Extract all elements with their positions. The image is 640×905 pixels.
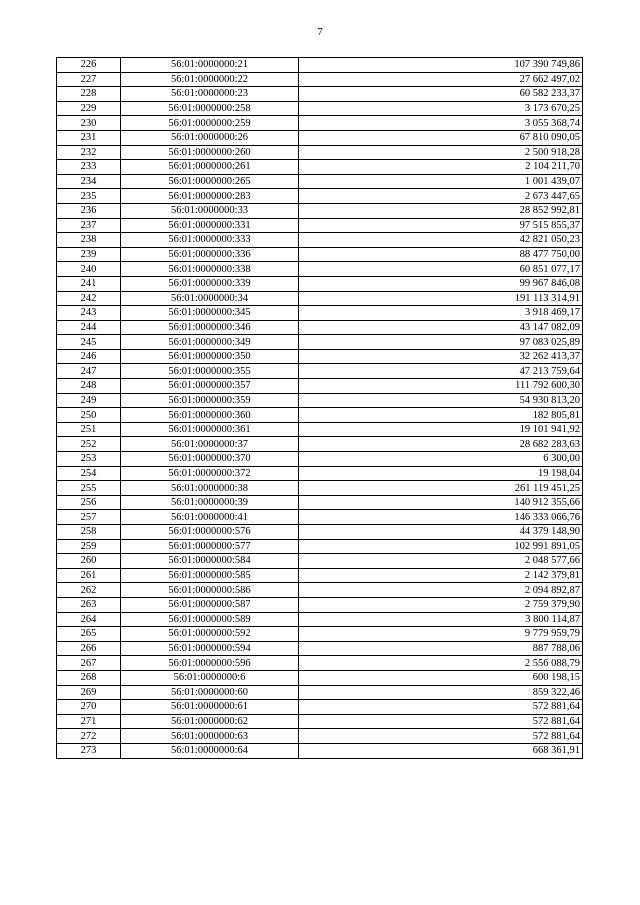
row-number-cell: 242	[57, 291, 121, 306]
table-row	[57, 481, 583, 496]
cadastral-value-cell: 572 881,64	[299, 700, 583, 715]
cadastral-value-cell: 47 213 759,64	[299, 364, 583, 379]
cadastral-value-cell: 19 101 941,92	[299, 422, 583, 437]
table-row	[57, 218, 583, 233]
cadastral-value-cell: 191 113 314,91	[299, 291, 583, 306]
cadastral-value-cell: 97 515 855,37	[299, 218, 583, 233]
row-number-cell: 264	[57, 612, 121, 627]
row-number-cell: 241	[57, 276, 121, 291]
cadastral-value-cell: 27 662 497,02	[299, 72, 583, 87]
row-number-cell: 253	[57, 452, 121, 467]
cadastral-value-cell: 42 821 050,23	[299, 233, 583, 248]
cadastral-number-cell: 56:01:0000000:63	[121, 729, 299, 744]
row-number-cell: 251	[57, 422, 121, 437]
row-number-cell: 255	[57, 481, 121, 496]
row-number-cell: 247	[57, 364, 121, 379]
cadastral-number-cell: 56:01:0000000:587	[121, 597, 299, 612]
row-number-cell: 267	[57, 656, 121, 671]
row-number-cell: 254	[57, 466, 121, 481]
cadastral-number-cell: 56:01:0000000:345	[121, 306, 299, 321]
row-number-cell: 262	[57, 583, 121, 598]
table-row	[57, 116, 583, 131]
cadastral-number-cell: 56:01:0000000:584	[121, 554, 299, 569]
cadastral-number-cell: 56:01:0000000:359	[121, 393, 299, 408]
table-row	[57, 670, 583, 685]
table-row	[57, 525, 583, 540]
row-number-cell: 273	[57, 743, 121, 758]
cadastral-value-cell: 2 673 447,65	[299, 189, 583, 204]
table-row	[57, 58, 583, 73]
table-row	[57, 568, 583, 583]
table-row	[57, 539, 583, 554]
cadastral-number-cell: 56:01:0000000:576	[121, 525, 299, 540]
row-number-cell: 256	[57, 495, 121, 510]
cadastral-value-cell: 3 173 670,25	[299, 101, 583, 116]
cadastral-value-cell: 3 800 114,87	[299, 612, 583, 627]
row-number-cell: 226	[57, 58, 121, 73]
cadastral-number-cell: 56:01:0000000:333	[121, 233, 299, 248]
cadastral-number-cell: 56:01:0000000:64	[121, 743, 299, 758]
cadastral-value-cell: 3 055 368,74	[299, 116, 583, 131]
cadastral-value-cell: 6 300,00	[299, 452, 583, 467]
row-number-cell: 227	[57, 72, 121, 87]
cadastral-number-cell: 56:01:0000000:596	[121, 656, 299, 671]
table-row	[57, 379, 583, 394]
row-number-cell: 269	[57, 685, 121, 700]
table-row	[57, 495, 583, 510]
row-number-cell: 258	[57, 525, 121, 540]
row-number-cell: 234	[57, 174, 121, 189]
cadastral-value-cell: 60 582 233,37	[299, 87, 583, 102]
table-row	[57, 714, 583, 729]
cadastral-number-cell: 56:01:0000000:592	[121, 627, 299, 642]
row-number-cell: 228	[57, 87, 121, 102]
row-number-cell: 261	[57, 568, 121, 583]
cadastral-number-cell: 56:01:0000000:259	[121, 116, 299, 131]
table-row	[57, 510, 583, 525]
table-row	[57, 597, 583, 612]
row-number-cell: 248	[57, 379, 121, 394]
row-number-cell: 271	[57, 714, 121, 729]
cadastral-number-cell: 56:01:0000000:283	[121, 189, 299, 204]
table-body	[57, 58, 583, 759]
cadastral-number-cell: 56:01:0000000:23	[121, 87, 299, 102]
row-number-cell: 257	[57, 510, 121, 525]
table-row	[57, 335, 583, 350]
table-row	[57, 291, 583, 306]
cadastral-value-cell: 2 048 577,66	[299, 554, 583, 569]
row-number-cell: 250	[57, 408, 121, 423]
cadastral-number-cell: 56:01:0000000:338	[121, 262, 299, 277]
cadastral-value-cell: 2 094 892,87	[299, 583, 583, 598]
cadastral-number-cell: 56:01:0000000:34	[121, 291, 299, 306]
cadastral-number-cell: 56:01:0000000:62	[121, 714, 299, 729]
row-number-cell: 260	[57, 554, 121, 569]
cadastral-value-cell: 572 881,64	[299, 714, 583, 729]
table-row	[57, 685, 583, 700]
cadastral-value-cell: 19 198,04	[299, 466, 583, 481]
cadastral-number-cell: 56:01:0000000:260	[121, 145, 299, 160]
cadastral-value-cell: 887 788,06	[299, 641, 583, 656]
row-number-cell: 266	[57, 641, 121, 656]
cadastral-number-cell: 56:01:0000000:33	[121, 203, 299, 218]
cadastral-value-cell: 67 810 090,05	[299, 130, 583, 145]
row-number-cell: 240	[57, 262, 121, 277]
table-row	[57, 203, 583, 218]
row-number-cell: 268	[57, 670, 121, 685]
table-row	[57, 700, 583, 715]
row-number-cell: 259	[57, 539, 121, 554]
table-row	[57, 364, 583, 379]
cadastral-number-cell: 56:01:0000000:585	[121, 568, 299, 583]
table-row	[57, 145, 583, 160]
row-number-cell: 272	[57, 729, 121, 744]
row-number-cell: 246	[57, 349, 121, 364]
table-row	[57, 247, 583, 262]
table-row	[57, 612, 583, 627]
row-number-cell: 235	[57, 189, 121, 204]
cadastral-value-cell: 600 198,15	[299, 670, 583, 685]
cadastral-value-cell: 9 779 959,79	[299, 627, 583, 642]
table-row	[57, 276, 583, 291]
cadastral-value-cell: 572 881,64	[299, 729, 583, 744]
table-row	[57, 101, 583, 116]
cadastral-value-cell: 60 851 077,17	[299, 262, 583, 277]
cadastral-value-cell: 28 682 283,63	[299, 437, 583, 452]
cadastral-number-cell: 56:01:0000000:594	[121, 641, 299, 656]
cadastral-number-cell: 56:01:0000000:361	[121, 422, 299, 437]
table-row	[57, 160, 583, 175]
cadastral-number-cell: 56:01:0000000:589	[121, 612, 299, 627]
cadastral-number-cell: 56:01:0000000:586	[121, 583, 299, 598]
cadastral-number-cell: 56:01:0000000:26	[121, 130, 299, 145]
cadastral-number-cell: 56:01:0000000:38	[121, 481, 299, 496]
cadastral-value-cell: 54 930 813,20	[299, 393, 583, 408]
cadastral-value-cell: 102 991 891,05	[299, 539, 583, 554]
cadastral-number-cell: 56:01:0000000:577	[121, 539, 299, 554]
table-row	[57, 233, 583, 248]
row-number-cell: 243	[57, 306, 121, 321]
cadastral-value-table	[56, 57, 583, 759]
table-row	[57, 72, 583, 87]
cadastral-value-cell: 3 918 469,17	[299, 306, 583, 321]
cadastral-value-cell: 107 390 749,86	[299, 58, 583, 73]
cadastral-number-cell: 56:01:0000000:370	[121, 452, 299, 467]
cadastral-value-cell: 97 083 025,89	[299, 335, 583, 350]
cadastral-value-cell: 2 142 379,81	[299, 568, 583, 583]
page-number: 7	[317, 26, 323, 38]
table-row	[57, 174, 583, 189]
cadastral-value-cell: 2 759 379,90	[299, 597, 583, 612]
cadastral-value-cell: 32 262 413,37	[299, 349, 583, 364]
row-number-cell: 265	[57, 627, 121, 642]
row-number-cell: 270	[57, 700, 121, 715]
row-number-cell: 233	[57, 160, 121, 175]
cadastral-value-cell: 2 556 088,79	[299, 656, 583, 671]
cadastral-value-cell: 2 500 918,28	[299, 145, 583, 160]
row-number-cell: 231	[57, 130, 121, 145]
row-number-cell: 232	[57, 145, 121, 160]
table-row	[57, 422, 583, 437]
cadastral-value-cell: 668 361,91	[299, 743, 583, 758]
row-number-cell: 236	[57, 203, 121, 218]
table-row	[57, 189, 583, 204]
table-row	[57, 393, 583, 408]
table-row	[57, 554, 583, 569]
table-row	[57, 583, 583, 598]
table-row	[57, 656, 583, 671]
row-number-cell: 244	[57, 320, 121, 335]
cadastral-number-cell: 56:01:0000000:339	[121, 276, 299, 291]
cadastral-value-cell: 111 792 600,30	[299, 379, 583, 394]
row-number-cell: 229	[57, 101, 121, 116]
table-row	[57, 729, 583, 744]
cadastral-value-cell: 44 379 148,90	[299, 525, 583, 540]
cadastral-value-cell: 182 805,81	[299, 408, 583, 423]
cadastral-number-cell: 56:01:0000000:261	[121, 160, 299, 175]
cadastral-number-cell: 56:01:0000000:336	[121, 247, 299, 262]
cadastral-number-cell: 56:01:0000000:37	[121, 437, 299, 452]
cadastral-value-cell: 1 001 439,07	[299, 174, 583, 189]
cadastral-number-cell: 56:01:0000000:21	[121, 58, 299, 73]
cadastral-value-cell: 261 119 451,25	[299, 481, 583, 496]
cadastral-number-cell: 56:01:0000000:360	[121, 408, 299, 423]
table-row	[57, 87, 583, 102]
cadastral-value-cell: 28 852 992,81	[299, 203, 583, 218]
cadastral-number-cell: 56:01:0000000:346	[121, 320, 299, 335]
row-number-cell: 237	[57, 218, 121, 233]
cadastral-number-cell: 56:01:0000000:61	[121, 700, 299, 715]
cadastral-number-cell: 56:01:0000000:372	[121, 466, 299, 481]
cadastral-value-cell: 146 333 066,76	[299, 510, 583, 525]
table-row	[57, 320, 583, 335]
table-row	[57, 452, 583, 467]
cadastral-number-cell: 56:01:0000000:357	[121, 379, 299, 394]
cadastral-number-cell: 56:01:0000000:22	[121, 72, 299, 87]
table-row	[57, 349, 583, 364]
cadastral-number-cell: 56:01:0000000:60	[121, 685, 299, 700]
table-row	[57, 306, 583, 321]
table-row	[57, 641, 583, 656]
row-number-cell: 238	[57, 233, 121, 248]
row-number-cell: 239	[57, 247, 121, 262]
table-row	[57, 466, 583, 481]
cadastral-number-cell: 56:01:0000000:350	[121, 349, 299, 364]
cadastral-value-cell: 140 912 355,66	[299, 495, 583, 510]
cadastral-number-cell: 56:01:0000000:355	[121, 364, 299, 379]
cadastral-number-cell: 56:01:0000000:349	[121, 335, 299, 350]
cadastral-number-cell: 56:01:0000000:265	[121, 174, 299, 189]
table-row	[57, 130, 583, 145]
cadastral-value-cell: 859 322,46	[299, 685, 583, 700]
row-number-cell: 252	[57, 437, 121, 452]
row-number-cell: 249	[57, 393, 121, 408]
cadastral-number-cell: 56:01:0000000:331	[121, 218, 299, 233]
table-row	[57, 262, 583, 277]
table-row	[57, 743, 583, 758]
table-row	[57, 627, 583, 642]
table-row	[57, 437, 583, 452]
cadastral-number-cell: 56:01:0000000:258	[121, 101, 299, 116]
cadastral-value-cell: 88 477 750,00	[299, 247, 583, 262]
cadastral-value-cell: 2 104 211,70	[299, 160, 583, 175]
row-number-cell: 263	[57, 597, 121, 612]
table-row	[57, 408, 583, 423]
cadastral-number-cell: 56:01:0000000:6	[121, 670, 299, 685]
cadastral-number-cell: 56:01:0000000:39	[121, 495, 299, 510]
cadastral-value-cell: 43 147 082,09	[299, 320, 583, 335]
cadastral-value-cell: 99 967 846,08	[299, 276, 583, 291]
row-number-cell: 245	[57, 335, 121, 350]
row-number-cell: 230	[57, 116, 121, 131]
cadastral-number-cell: 56:01:0000000:41	[121, 510, 299, 525]
